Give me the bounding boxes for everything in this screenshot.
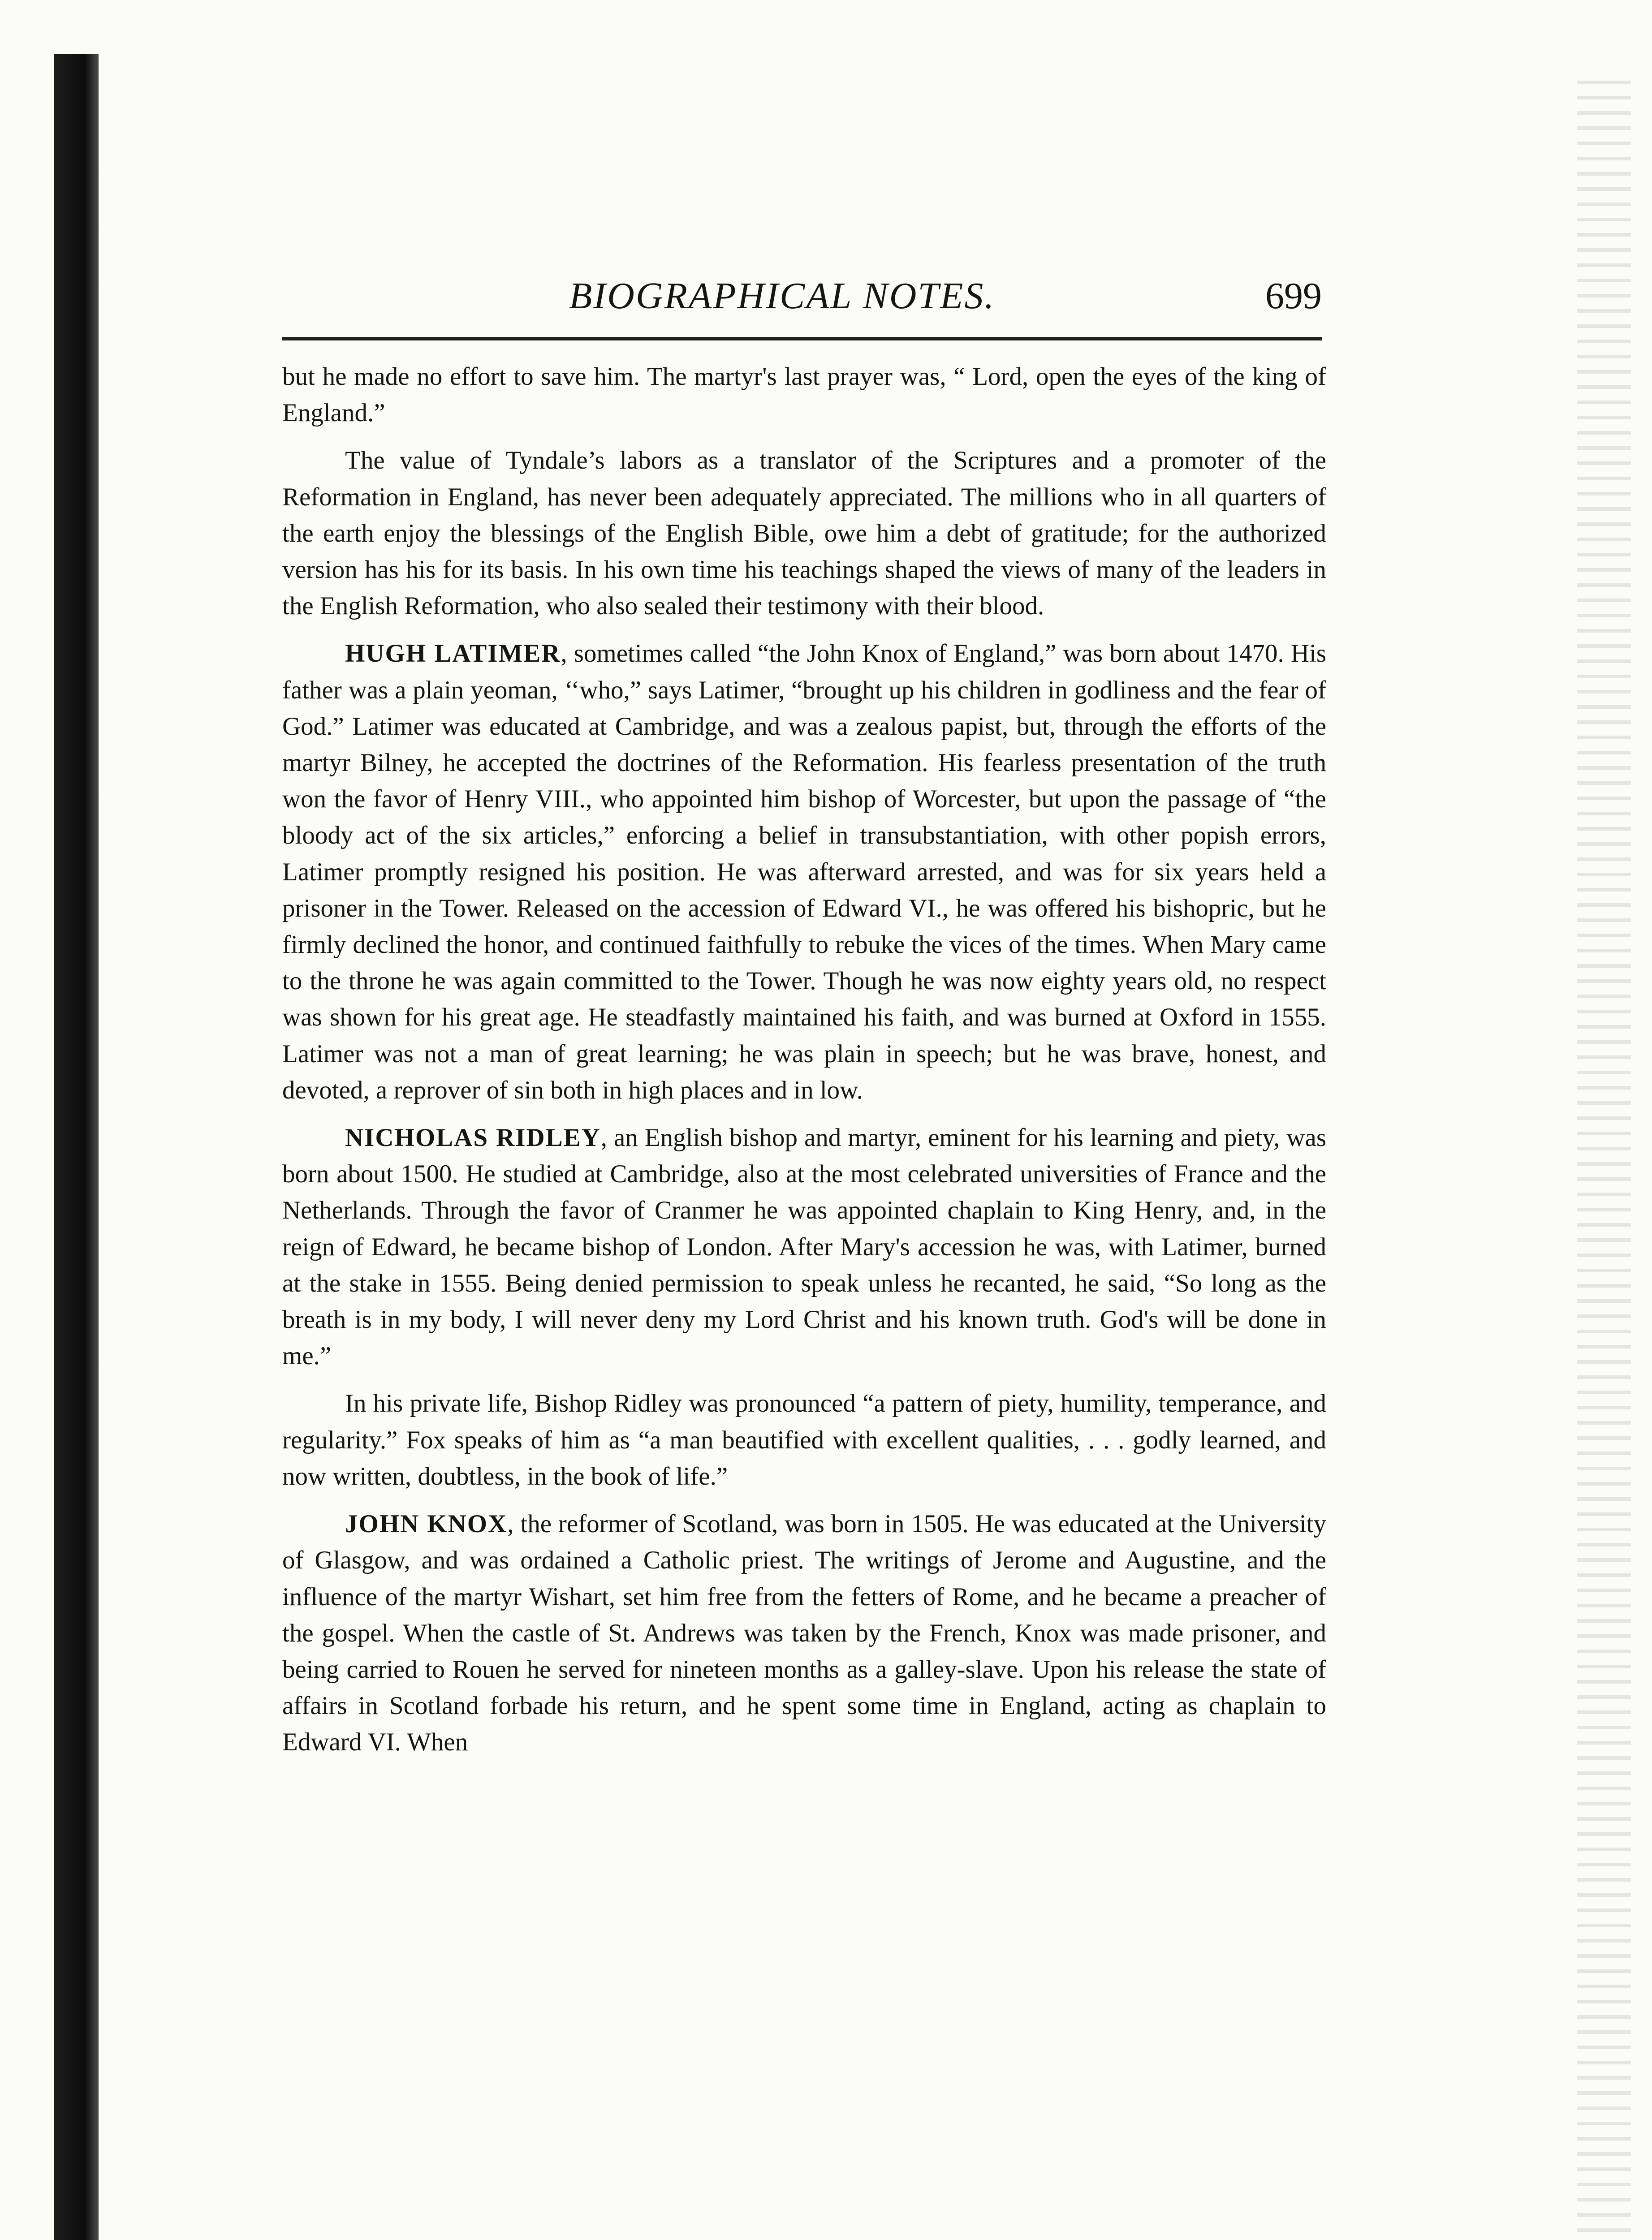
heading-hugh-latimer: HUGH LATIMER: [345, 639, 561, 668]
paragraph-hugh-latimer: [282, 635, 1326, 1108]
paragraph-2: The value of Tyndale’s labors as a translator of the Scriptures and a promoter of the Reformation in England, has never been adequately appreciated. The millions who in all quarters of the earth enjoy the blessings of the English Bible, owe him a debt of gratitude; for the authorized version has his for its basis. In his own time his teachings shaped the views of many of the leaders in the English Reformation, who also sealed their testimony with their blood.: [282, 446, 1326, 620]
scan-edge-right: [1577, 81, 1631, 2240]
binding-edge: [54, 54, 99, 2240]
paragraph-nicholas-ridley: [282, 1120, 1326, 1374]
running-head: BIOGRAPHICAL NOTES.: [569, 275, 996, 317]
header-rule: [282, 337, 1322, 340]
page-header: [282, 274, 1322, 341]
paragraph-john-knox: [282, 1506, 1326, 1760]
paragraph-1: but he made no effort to save him. The martyr's last prayer was, “ Lord, open the eyes of the king of England.”: [282, 362, 1326, 427]
text-nicholas-ridley: , an English bishop and martyr, eminent for his learning and piety, was born about 1500. He studied at Cambridge, also at the most celebrated universities of France and the Netherlands. Through the favor of Cranmer he was appointed chaplain to King Henry, and, in the reign of Edward, he became bishop of London. After Mary's accession he was, with Latimer, burned at the stake in 1555. Being denied permission to speak unless he recanted, he said, “So long as the breath is in my body, I will never deny my Lord Christ and his known truth. God's will be done in me.”: [282, 1124, 1327, 1370]
paragraph-ridley-private-life: In his private life, Bishop Ridley was pronounced “a pattern of piety, humility, temperance, and regularity.” Fox speaks of him as “a man beautified with excellent qualities, . . . godly learned, and now written, doubtless, in the book of life.”: [282, 1389, 1326, 1490]
body-text: [282, 358, 1326, 2150]
heading-nicholas-ridley: NICHOLAS RIDLEY: [345, 1124, 601, 1152]
heading-john-knox: JOHN KNOX: [345, 1510, 508, 1538]
page-number: 699: [1265, 275, 1322, 317]
text-hugh-latimer: , sometimes called “the John Knox of England,” was born about 1470. His father was a plain yeoman, ‘‘who,” says Latimer, “brought up his children in godliness and the fear of God.” Latimer was educated at Cambridge, and was a zealous papist, but, through the efforts of the martyr Bilney, he accepted the doctrines of the Reformation. His fearless presentation of the truth won the favor of Henry VIII., who appointed him bishop of Worcester, but upon the passage of “the bloody act of the six articles,” enforcing a belief in transubstantiation, with other popish errors, Latimer promptly resigned his position. He was afterward arrested, and was for six years held a prisoner in the Tower. Released on the accession of Edward VI., he was offered his bishopric, but he firmly declined the honor, and continued faithfully to rebuke the vices of the times. When Mary came to the throne he was again committed to the Tower. Though he was now eighty years old, no respect was shown for his great age. He steadfastly maintained his faith, and was burned at Oxford in 1555. Latimer was not a man of great learning; he was plain in speech; but he was brave, honest, and devoted, a reprover of sin both in high places and in low.: [282, 639, 1327, 1104]
text-john-knox: , the reformer of Scotland, was born in 1505. He was educated at the University of Glasgow, and was ordained a Catholic priest. The writings of Jerome and Augustine, and the influence of the martyr Wishart, set him free from the fetters of Rome, and he became a preacher of the gospel. When the castle of St. Andrews was taken by the French, Knox was made prisoner, and being carried to Rouen he served for nineteen months as a galley-slave. Upon his release the state of affairs in Scotland forbade his return, and he spent some time in England, acting as chaplain to Edward VI. When: [282, 1510, 1326, 1757]
